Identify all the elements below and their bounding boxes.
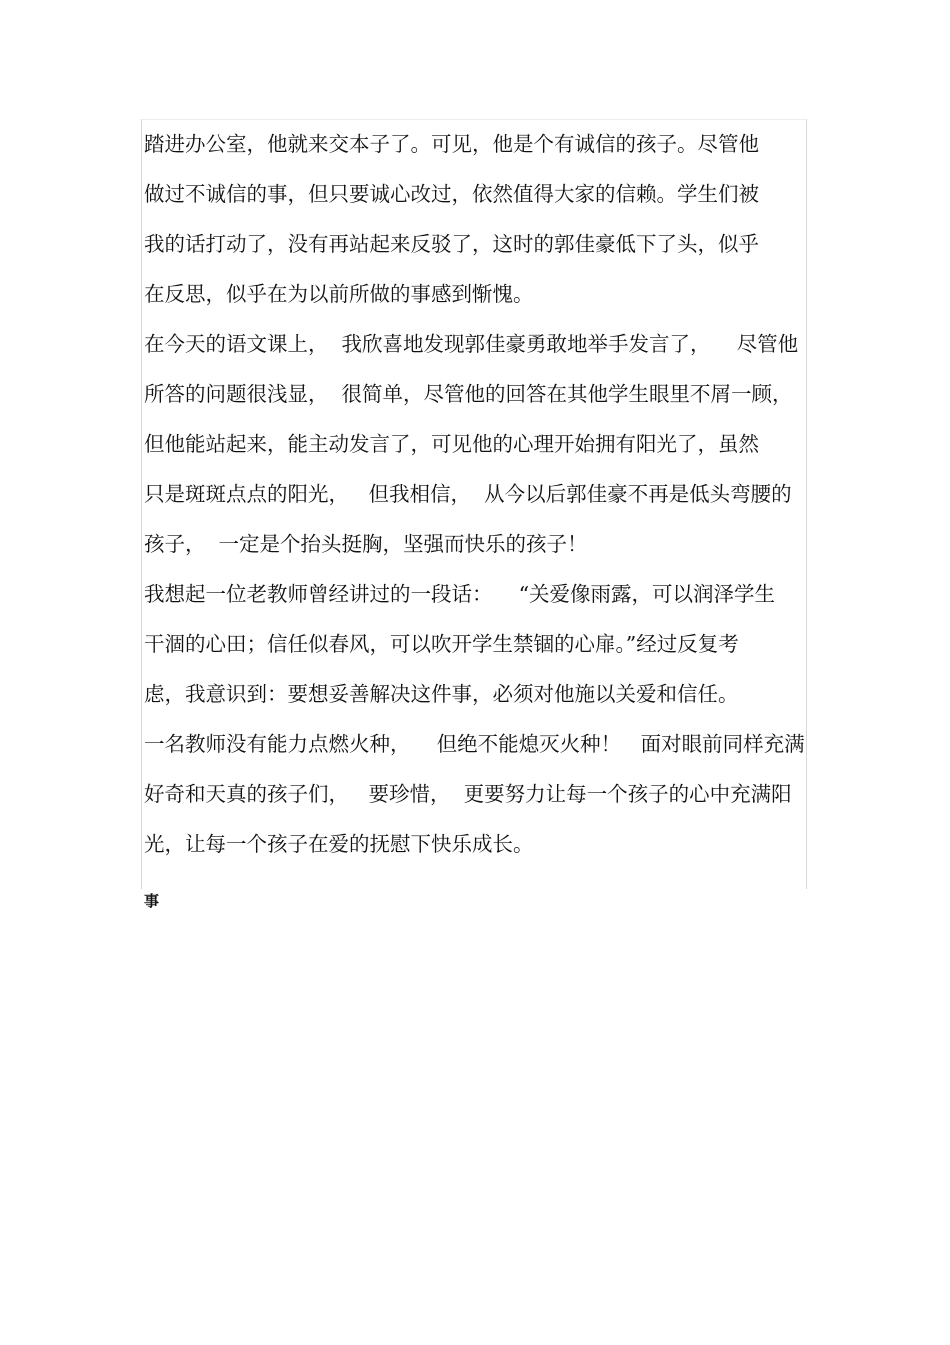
footer-mark: 事 (144, 892, 160, 910)
text-line: 所答的问题很浅显， 很简单，尽管他的回答在其他学生眼里不屑一顾， (144, 382, 793, 406)
text-line: 在今天的语文课上， 我欣喜地发现郭佳豪勇敢地举手发言了， 尽管他 (144, 332, 799, 356)
text-line: 做过不诚信的事，但只要诚心改过，依然值得大家的信赖。学生们被 (144, 182, 759, 206)
text-line: 孩子， 一定是个抬头挺胸，坚强而快乐的孩子！ (144, 532, 588, 556)
text-line: 只是斑斑点点的阳光， 但我相信， 从今以后郭佳豪不再是低头弯腰的 (144, 482, 792, 506)
text-line: 我的话打动了，没有再站起来反驳了，这时的郭佳豪低下了头，似乎 (144, 232, 759, 256)
text-line: 一名教师没有能力点燃火种， 但绝不能熄灭火种！ 面对眼前同样充满 (144, 732, 805, 756)
body-text (144, 119, 814, 869)
text-line: 在反思，似乎在为以前所做的事感到惭愧。 (144, 282, 534, 306)
text-line: 干涸的心田；信任似春风，可以吹开学生禁锢的心扉。”经过反复考 (144, 632, 739, 656)
text-line: 我想起一位老教师曾经讲过的一段话： “关爱像雨露，可以润泽学生 (144, 582, 776, 606)
text-line: 但他能站起来，能主动发言了，可见他的心理开始拥有阳光了，虽然 (144, 432, 759, 456)
text-line: 虑，我意识到：要想妥善解决这件事，必须对他施以关爱和信任。 (144, 682, 739, 706)
text-line: 踏进办公室，他就来交本子了。可见，他是个有诚信的孩子。尽管他 (144, 132, 759, 156)
text-line: 光，让每一个孩子在爱的抚慰下快乐成长。 (144, 832, 534, 856)
text-line: 好奇和天真的孩子们， 要珍惜， 更要努力让每一个孩子的心中充满阳 (144, 782, 792, 806)
